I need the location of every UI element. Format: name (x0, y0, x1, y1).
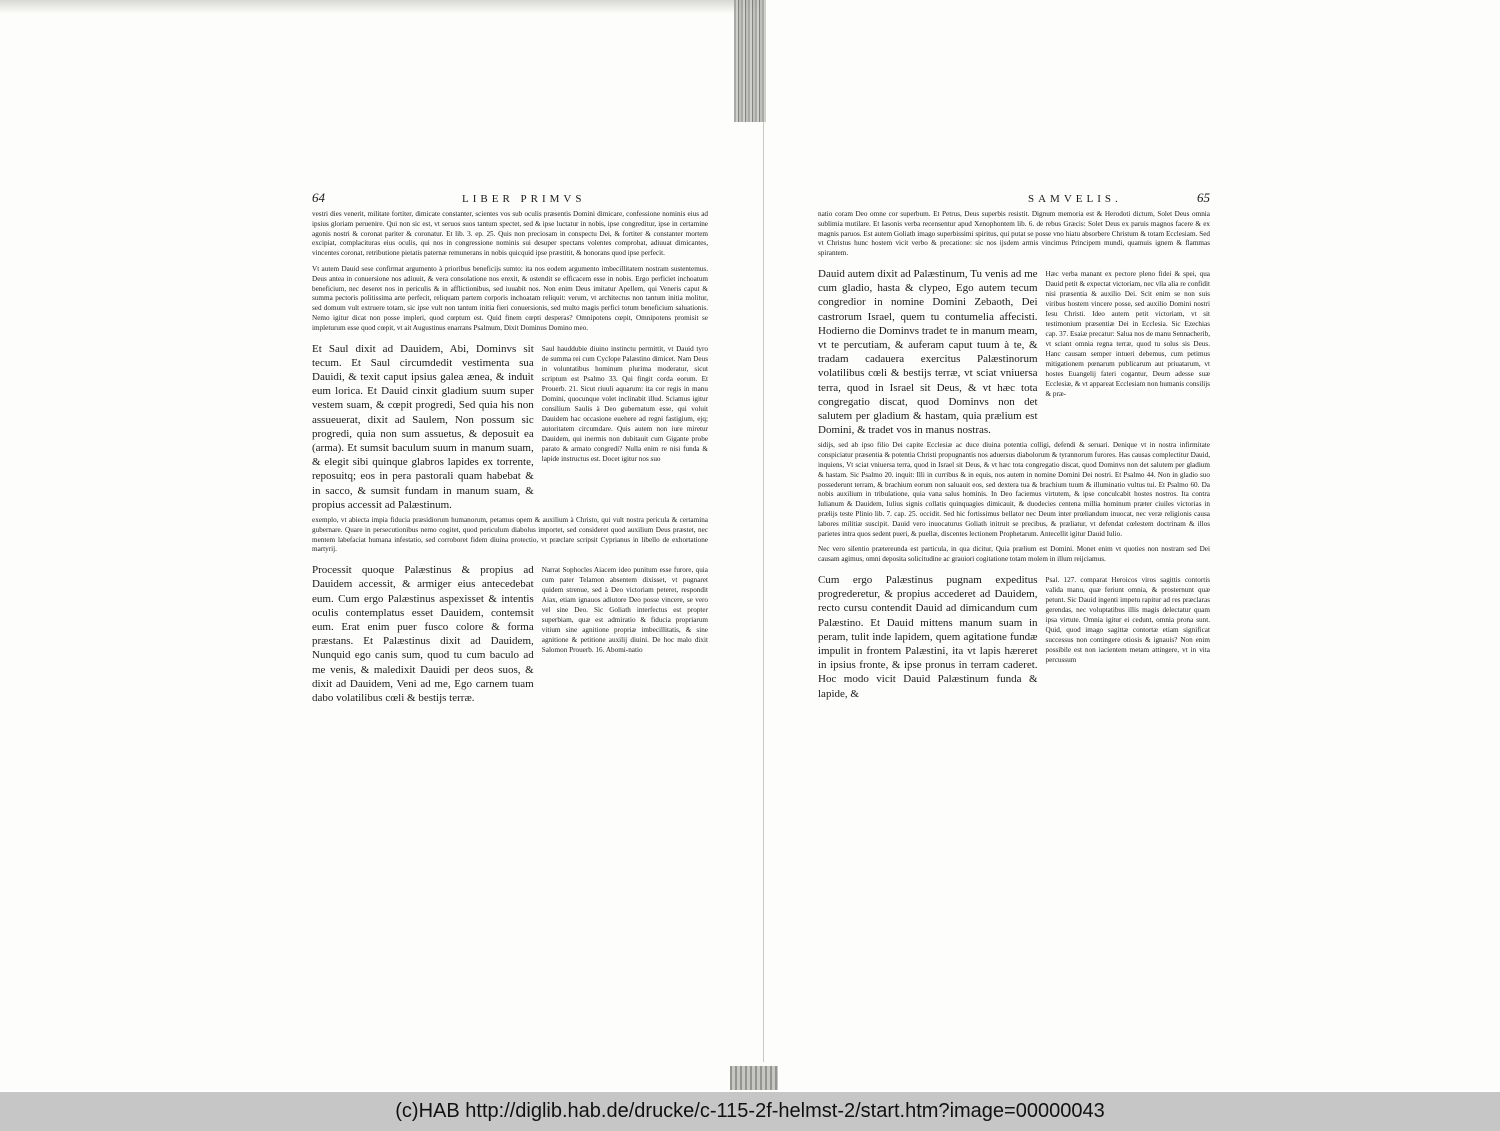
right-verse-row-2 (818, 573, 1210, 701)
right-margin-note-1: Hæc verba manant ex pectore pleno fidei & spei, qua Dauid petit & expectat victoriam, nec vlla alia re confidit nisi præsentia & auxilio Dei. Scit enim se non suis viribus hostem vincere posse, sed auxilio Domini nostri Iesu Christi. Ideo autem petit victoriam, vt sit testimonium præsentiæ Dei in Ecclesia. Sic Ezechias cap. 37. Esaiæ precatur: Salua nos de manu Sennacherib, vt sciant omnia regna terræ, quod tu solus sis Deus. Hanc causam semper intueri debemus, cum petimus mitigationem pœnarum publicarum aut priuatarum, vt hostes Euangelij fateri cogantur, Deum adesse suæ Ecclesiæ, & vt appareat Ecclesiam non humanis consilijs & præ- (1045, 269, 1210, 398)
scan-top-edge (0, 0, 760, 14)
book-gutter-top (734, 0, 766, 122)
right-verse-1: Dauid autem dixit ad Palæstinum, Tu venis ad me cum gladio, hasta & clypeo, Ego autem tecum congredior in nomine Domini Zebaoth, Dei castrorum Israel, quem tu contumelia affecisti. Hodierno die Dominvs tradet te in manum meam, vt te percutiam, & auferam caput tuum à te, & tradam cadauera exercitus Palæstinorum volatilibus cœli & bestijs terræ, vt sciat vniuersa terra, quod in Israel sit Deus, & vt hæc tota congregatio discat, quod Dominvs non det salutem per gladium & hastam, quia prælium est Domini, & tradet vos in manus nostras. (818, 267, 1038, 437)
right-commentary-3: Nec vero silentio prætereunda est particula, in qua dicitur, Quia prælium est Domini. Monet enim vt quoties non nostram sed Dei causam agimus, omni deposita solicitudine ac grauiori cogitatione totam molem in illum reijciamus. (818, 545, 1210, 564)
right-running-head (818, 190, 1210, 210)
left-commentary-3: exemplo, vt abiecta impia fiducia præsidiorum humanorum, petamus opem & auxilium à Christo, qui vult nostra pericula & certamina gubernare. Quare in persecutionibus nemo cogitet, quod periculum diabolus importet, sed consideret quod auxilium Deus præstet, nec mentem labefaciat humana infestatio, sed corroboret fidem diuina protectio, vt præclare scripsit Cyprianus in libello de exhortatione martyrij. (312, 516, 708, 554)
left-verse-2: Processit quoque Palæstinus & propius ad Dauidem accessit, & armiger eius antecedebat eum. Cum ergo Palæstinus aspexisset & intentis oculis contemplatus esset Dauidem, contemsit eum. Erat enim puer fusco colore & forma præstans. Et Palæstinus dixit ad Dauidem, Nunquid ego canis sum, quod tu cum baculo ad me venis, & maledixit Dauidi per deos suos, & dixit ad Dauidem, Veni ad me, Ego carnem tuam dabo volatilibus cœli & bestijs terræ. (312, 564, 534, 705)
left-verse-1: Et Saul dixit ad Dauidem, Abi, Dominvs sit tecum. Et Saul circumdedit vestimenta sua Dauidi, & texit caput ipsius galea ænea, & induit eum lorica. Et Dauid cinxit gladium suum super vestem suam, & cœpit progredi, Sed quia his non assueuerat, dixit ad Saulem, Non possum sic progredi, quia non sum assuetus, & deposuit ea (arma). Et sumsit baculum suum in manum suam, & elegit sibi quinque glabros lapides ex torrente, reposuitq; eos in pera pastorali quam habebat & in sacco, & sumsit fundam in manum suam, & propius accessit ad Palæstinum. (312, 342, 534, 511)
right-margin-note-2: Psal. 127. comparat Heroicos viros sagittis contortis valida manu, quæ feriunt omnia, & prosternunt quæ petunt. Sic Dauid ingenti impetu rapitur ad res præclaras gerendas, nec voluptatibus illis magis delectatur quam ipsa virtute. Omnia igitur ei cedunt, omnia prona sunt. Quid, quod imago sagittæ contortæ etiam significat successus non contingere otiosis & ignauis? Non enim possibile est non iacientem metam attingere, vt in vita percussum (1045, 575, 1210, 664)
left-margin-note-1: Saul hauddubie diuino instinctu permittit, vt Dauid tyro de summa rei cum Cyclope Palæstino dimicet. Nam Deus in voluntatibus hominum plurima moderatur, sicut scriptum est Psalmo 33. Qui fingit corda eorum. Et Prouerb. 21. Sicut riuuli aquarum: ita cor regis in manu Domini, quocunque volet inclinabit illud. Sciamus igitur consilium Saulis à Deo gubernatum esse, qui voluit Dauidem hac occasione euehere ad regni fastigium, ejq; autoritatem circumdare. Quis autem non iure miretur Dauidem, qui inermis non dubitauit cum Gigante probe parato & armato congredi? Nulla enim re nisi funda & lapide instructus est. Docet igitur nos suo (541, 344, 708, 463)
left-commentary-1: vestri dies venerit, militate fortiter, dimicate constanter, scientes vos sub oculis præsentis Domini dimicare, confessione nominis eius ad ipsius gloriam peruenire. Qui non sic est, vt seruos suos tantum spectet, sed & ipse luctatur in nobis, ipse congreditur, ipse in certamine agonis nostri & coronat pariter & coronatur. Et lib. 3. ep. 25. Quis non preciosam in conspectu Dei, & fortiter & constanter mortem excipiat, complacituras eius oculis, qui nos in congressione nominis sui desuper spectans volentes comprobat, adiuuat dimicantes, vincentes coronat, retributione pietatis paternæ remunerans in nobis quicquid ipse præstitit, & honorans quod ipse perfecit. (312, 210, 708, 258)
book-gutter-line (763, 122, 764, 1062)
left-page-number: 64 (312, 190, 325, 205)
left-running-title: LIBER PRIMVS (462, 193, 586, 205)
right-running-title: SAMVELIS. (1028, 193, 1122, 205)
left-page (312, 190, 708, 709)
right-commentary-2: sidijs, sed ab ipso filio Dei capite Ecclesiæ ac duce diuina potentia colligi, defendi & seruari. Denique vt in nostra infirmitate conspiciatur præsentia & potentia Christi propugnantis nos aduersus diabolorum & tyrannorum furores. Has causas complectitur Dauid, inquiens, Vt sciat vniuersa terra, quod in Israel sit Deus, & vt hæc tota congregatio discat, quod Dominvs non det salutem per gladium & hastam. Sic Psalmo 20. inquit: Illi in curribus & in equis, nos autem in nomine Domini Dei nostri. Et Psalmo 44. Non in gladio suo possederunt terram, & brachium eorum non saluauit eos, sed dextera tua & brachium tuum & illuminatio vultus tui. Et Psalmo 60. Da nobis auxilium in tribulatione, quia vana salus hominis. In Deo faciemus virtutem, & ipse conculcabit hostes nostros. Ita contra Iulianum & Dauidem, Iulius signis collatis quinquagies dimicauit, & duodecies centena millia hominum præter ciuiles victorias in prælijs teste Plinio lib. 7. cap. 25. occidit. Sed hic fortissimus bellator nec Deum inter prœliandum inuocat, nec veræ religionis causa labores militiæ suscipit. Dauid vero inuocaturus Goliath initruit se precibus, & præliatur, vt defendat cœlestem doctrinam & illos parietes intra quos sedent pueri, & puellæ, discentes lectionem Prophetarum. Antecellit igitur Dauid Iulio. (818, 441, 1210, 538)
left-verse-row-2 (312, 563, 708, 705)
book-gutter-bottom (730, 1066, 778, 1090)
right-verse-row-1 (818, 267, 1210, 437)
left-verse-row-1 (312, 342, 708, 512)
right-commentary-1: natio coram Deo omne cor superbum. Et Petrus, Deus superbis resistit. Dignum memoria est & Herodoti dictum, Solet Deus omnia sublimia mutilare. Et Iasonis verba recensentur apud Xenophontem lib. 6. de rebus Græcis: Solet Deus ex paruis magnos facere & ex magnis paruos. Est autem Goliath imago superbissimi spiritus, qui putat se posse vno hiatu absorbere Christum & totam Ecclesiam. Sed vt Christus hunc hostem vicit verbo & precatione: sic nos ijsdem armis vincimus Principem mundi, quamuis ignem & flammas spirantem. (818, 210, 1210, 258)
source-footer (0, 1092, 1500, 1131)
source-footer-text: (c)HAB http://diglib.hab.de/drucke/c-115-2f-helmst-2/start.htm?image=00000043 (395, 1100, 1105, 1122)
left-commentary-2: Vt autem Dauid sese confirmat argumento à prioribus beneficijs sumto: ita nos eodem argumento imbecillitatem nostram sustentemus. Deus antea in conuersione nos adiuuit, & vera consolatione nos erexit, & ostendit se efficacem esse in nobis. Ergo perficiet inchoatum beneficium, nec deseret nos in periculis & in afflictionibus, sed iuuabit nos. Non enim Deus imitatur Apellem, qui Veneris caput & summa pectoris politissima arte perfecit, reliquam partem corporis inchoatam reliquit: verum, vt architectus non tantum initia molitur, sed domum vult extruere totam, sic ipse vult non tantum initia fieri conuersionis, sed multo magis perfici totum beneficium saluationis. Nemo igitur dicat non posse impleri, quod cœptum est. Quid finem cœpti desperas? Omnipotens cœpit, Omnipotens promisit se impleturum esse quod cœpit, vt ait Augustinus enarrans Psalmum, Dixit Dominus Domino meo. (312, 264, 708, 332)
left-margin-note-2: Narrat Sophocles Aiacem ideo punitum esse furore, quia cum pater Telamon absentem dixisset, vt pugnaret quidem strenue, sed à Deo victoriam peteret, respondit Aiax, etiam ignauos adiutore Deo posse vincere, se vero vel sine Deo. Sic Goliath interfectus est propter superbiam, quæ est admiratio & fiducia propriarum vitium sine agnitione propriæ imbecillitatis, & sine agnitione & petitione auxilij diuini. De hoc malo dixit Salomon Prouerb. 16. Abomi-natio (541, 566, 708, 655)
right-page (818, 190, 1210, 705)
right-verse-2: Cum ergo Palæstinus pugnam expeditus progrederetur, & propius accederet ad Dauidem, recto cursu contendit Dauid ad dimicandum cum Palæstino. Et Dauid mittens manum suam in peram, tulit inde lapidem, quem agitatione fundæ impulit in frontem Palæstini, ita vt lapis hæreret in ipsius fronte, & ipse pronus in terram caderet. Hoc modo vicit Dauid Palæstinum funda & lapide, & (818, 573, 1038, 700)
right-page-number: 65 (1197, 190, 1210, 205)
left-running-head (312, 190, 708, 210)
